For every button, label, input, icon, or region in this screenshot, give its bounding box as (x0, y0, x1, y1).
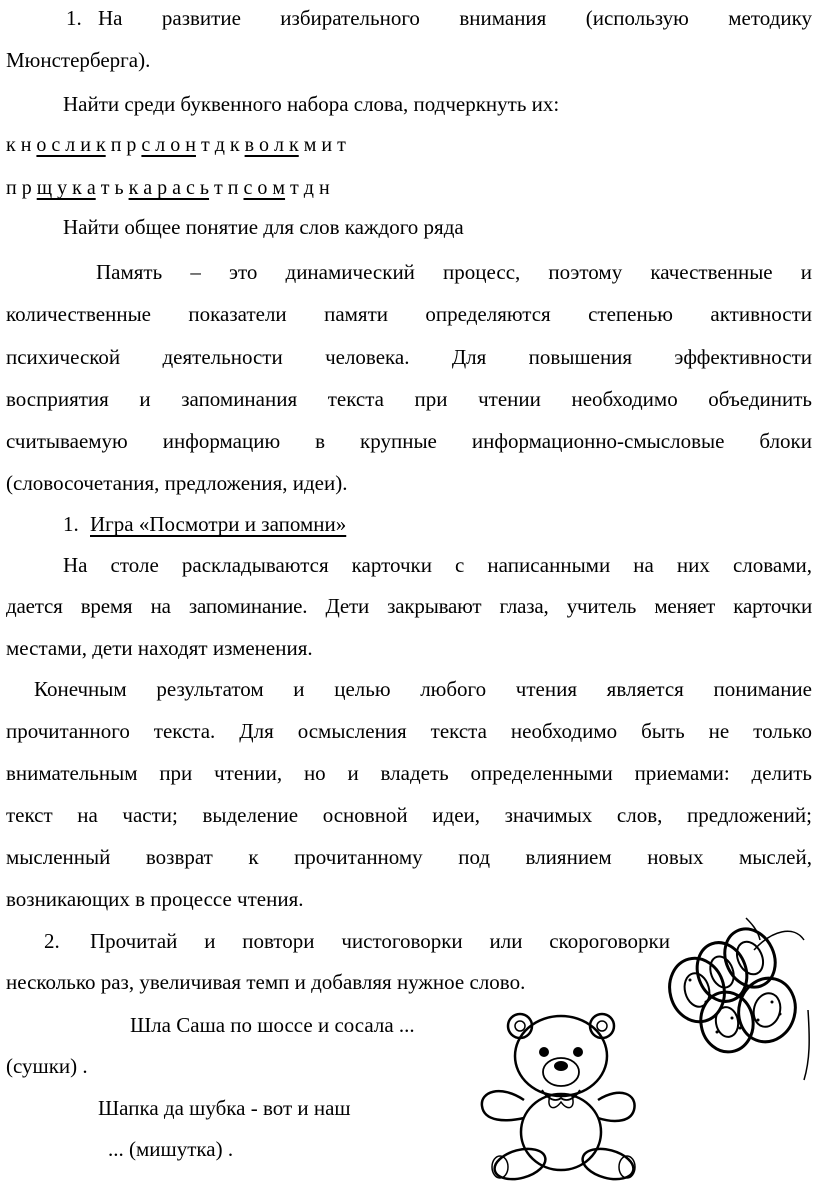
memory-line-1: Память – это динамический процесс, поэтому качественные и (96, 260, 812, 284)
game-text-3: местами, дети находят изменения. (6, 636, 313, 660)
memory-line-4: восприятия и запоминания текста при чтении необходимо объединить (6, 387, 812, 411)
section2-text: Прочитай и повтори чистоговорки или скороговорки (90, 929, 670, 953)
section1-title: На развитие избирательного внимания (использую методику (98, 6, 812, 30)
verse2-line2: ... (мишутка) . (108, 1137, 234, 1161)
letters: п р (6, 177, 37, 199)
section1-task: Найти общее понятие для слов каждого ряда (63, 215, 464, 239)
section1-instruction: Найти среди буквенного набора слова, подчеркнуть их: (63, 92, 560, 116)
section2-number: 2. (44, 929, 60, 953)
hidden-word: с л о н (141, 134, 196, 156)
reading-line-4: текст на части; выделение основной идеи, значимых слов, предложений; (6, 803, 812, 827)
reading-line-5: мысленный возврат к прочитанному под влиянием новых мыслей, (6, 845, 812, 869)
verse1-line1: Шла Саша по шоссе и сосала ... (130, 1013, 415, 1037)
verse1-line2: (сушки) . (6, 1054, 88, 1078)
hidden-word: о с л и к (36, 134, 106, 156)
reading-line-3: внимательным при чтении, но и владеть определенными приемами: делить (6, 761, 812, 785)
letters: п р (105, 134, 142, 156)
reading-line-1: Конечным результатом и целью любого чтения является понимание (34, 677, 812, 701)
section1-title-line1 (6, 6, 812, 30)
memory-line-6: (словосочетания, предложения, идеи). (6, 471, 348, 495)
section1-title-line2: Мюнстерберга). (6, 48, 151, 72)
letters: т д к (195, 134, 245, 156)
game-text-1: На столе раскладываются карточки с написанными на них словами, (63, 553, 812, 577)
letters: м и т (298, 134, 346, 156)
memory-line-3: психической деятельности человека. Для повышения эффективности (6, 345, 812, 369)
game-number: 1. (63, 512, 79, 536)
hidden-word: в о л к (244, 134, 299, 156)
letter-row-1 (6, 133, 812, 157)
letters: к н (6, 134, 37, 156)
verse2-line1: Шапка да шубка - вот и наш (98, 1096, 351, 1120)
reading-line-2: прочитанного текста. Для осмысления текста необходимо быть не только (6, 719, 812, 743)
game-title: Игра «Посмотри и запомни» (90, 512, 347, 536)
section1-number: 1. (66, 6, 82, 30)
hidden-word: к а р а с ь (128, 177, 210, 199)
letters: т д н (285, 177, 330, 199)
hidden-word: с о м (243, 177, 286, 199)
game-heading (63, 512, 816, 536)
teddy-bear-illustration (472, 1004, 642, 1182)
reading-line-6: возникающих в процессе чтения. (6, 887, 304, 911)
letters: т п (209, 177, 244, 199)
section2-line2: несколько раз, увеличивая темп и добавляя нужное слово. (6, 970, 526, 994)
hidden-word: щ у к а (36, 177, 96, 199)
bagels-illustration (662, 910, 812, 1085)
letters: т ь (95, 177, 129, 199)
memory-line-2: количественные показатели памяти определяются степенью активности (6, 302, 812, 326)
game-text-2: дается время на запоминание. Дети закрывают глаза, учитель меняет карточки (6, 594, 812, 618)
letter-row-2 (6, 176, 812, 200)
memory-line-5: считываемую информацию в крупные информационно-смысловые блоки (6, 429, 812, 453)
